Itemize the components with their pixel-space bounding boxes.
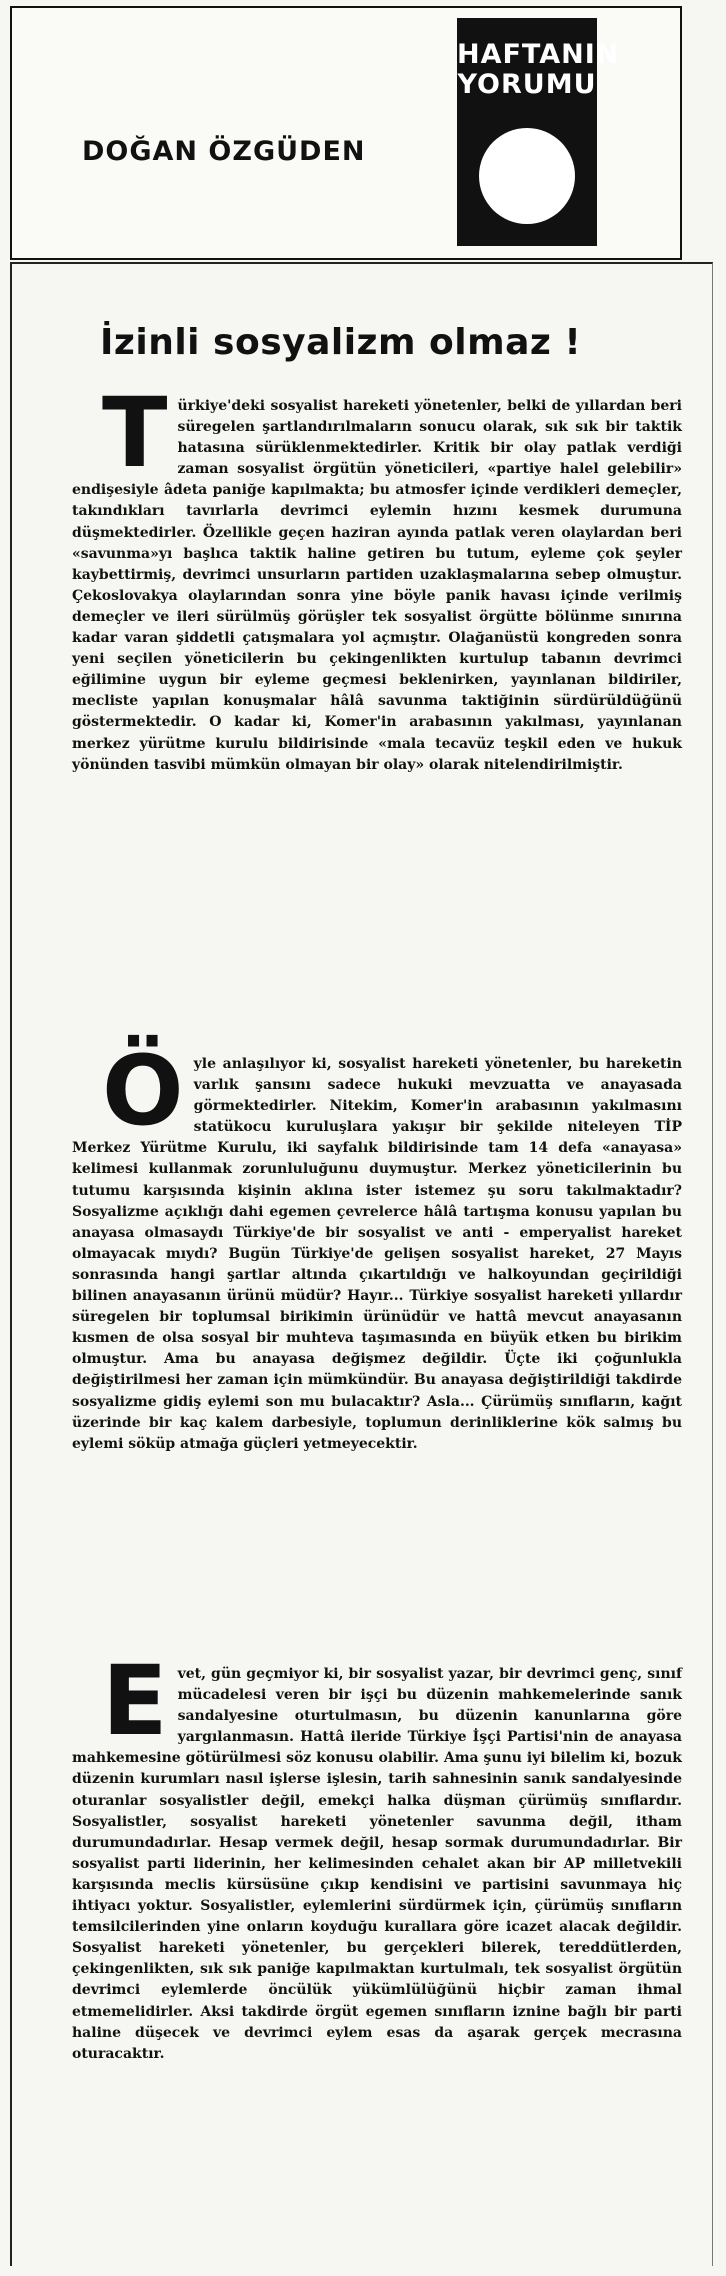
paragraph-1 (72, 377, 682, 776)
drop-cap: T (102, 377, 168, 489)
article-frame (10, 262, 713, 2266)
column-header (10, 6, 682, 260)
author-name: DOĞAN ÖZGÜDEN (82, 136, 366, 167)
drop-cap: Ö (102, 1035, 184, 1147)
paragraph-text: yle anlaşılıyor ki, sosyalist hareketi yönetenler, bu hareketin varlık şansını sadece hukuki mevzuatta ve anayasada görmektedirler. Nitekim, Komer'in arabasının yakılmasını statükocu kuruluşlara yakışır bir şekilde niteleyen TİP Merkez Yürütme Kurulu, iki sayfalık bildirisinde tam 14 defa «anayasa» kelimesi kullanmak zorunluluğunu duymuştur. Merkez yöneticilerinin bu tutumu karşısında kişinin aklına ister istemez şu soru takılmaktadır? Sosyalizme açıklığı dahi egemen çevrelerce hâlâ tartışma konusu yapılan bu anayasa olmasaydı Türkiye'de bir sosyalist ve anti - emperyalist hareket olmayacak mıydı? Bugün Türkiye'de gelişen sosyalist hareket, 27 Mayıs sonrasında hangi şartlar altında çıkartıldığı ve halkoyundan geçirildiği bilinen anayasanın ürünü müdür? Hayır... Türkiye sosyalist hareketi yıllardır süregelen bir toplumsal birikimin ürünüdür ve hattâ mevcut anayasanın kısmen de olsa sosyal bir muhteva taşımasında en büyük etken bu birikim olmuştur. Ama bu anayasa değişmez değildir. Üçte iki çoğunlukla değiştirilmesi her zaman için mümkündür. Bu anayasa değiştirildiği takdirde sosyalizme gidiş eylemi son mu bulacaktır? Asla... Çürümüş sınıfların, kağıt üzerinde bir kaç kalem darbesiyle, toplumun derinliklerine kök salmış bu eylemi söküp atmağa güçleri yetmeyecektir. (72, 1056, 682, 1452)
paragraph-text: vet, gün geçmiyor ki, bir sosyalist yazar, bir devrimci genç, sınıf mücadelesi veren bir işçi bu düzenin mahkemelerinde sanık sandalyesine oturtulmasın, bu düzenin kanunlarına göre yargılanmasın. Hattâ ileride Türkiye İşçi Partisi'nin de anayasa mahkemesine götürülmesi söz konusu olabilir. Ama şunu iyi bilelim ki, bozuk düzenin kurumları nasıl işlerse işlesin, tarih sahnesinin sanık sandalyesinde oturanlar sosyalistler değil, emekçi halka düşman çürümüş sınıflardır. Sosyalistler, sosyalist hareketi yönetenler savunma değil, itham durumundadırlar. Hesap vermek değil, hesap sormak durumundadırlar. Bir sosyalist parti liderinin, her kelimesinden cehalet akan bir AP milletvekili karşısında meclis kürsüsüne çıkıp kendisini ve partisini savunmaya hiç ihtiyacı yoktur. Sosyalistler, eylemlerini sürdürmek için, çürümüş sınıfların temsilcilerinden yine onların koyduğu kurallara göre icazet alacak değildir. Sosyalist hareketi yönetenler, bu gerçekleri bilerek, tereddütlerden, çekingenlikten, sık sık paniğe kapılmaktan kurtulmalı, tek sosyalist örgütün devrimci eylemlerde öncülük yükümlülüğünü hiçbir zaman ihmal etmemelidirler. Aksi takdirde örgüt egemen sınıfların iznine bağlı bir parti haline düşecek ve devrimci eylem esas da aşarak gerçek mecrasına oturacaktır. (72, 1666, 682, 2062)
logo-line-1: HAFTANIN (457, 39, 620, 70)
paragraph-3 (72, 1645, 682, 2065)
article-title: İzinli sosyalizm olmaz ! (100, 322, 582, 363)
drop-cap: E (102, 1645, 168, 1757)
logo-line-2: YORUMU (457, 69, 597, 100)
logo-circle-icon (479, 128, 575, 224)
paragraph-text: ürkiye'deki sosyalist hareketi yönetenler, belki de yıllardan beri süregelen şartlandırılmaların sonucu olarak, sık sık bir taktik hatasına sürüklenmektedirler. Kritik bir olay patlak verdiği zaman sosyalist örgütün yöneticileri, «partiye halel gelebilir» endişesiyle âdeta paniğe kapılmakta; bu atmosfer içinde verdikleri demeçler, takındıkları tavırlarla devrimci eylemin hızını kesmek durumuna düşmektedirler. Özellikle geçen haziran ayında patlak veren olaylardan beri «savunma»yı başlıca taktik haline getiren bu tutum, eyleme çok şeyler kaybettirmiş, devrimci unsurların partiden uzaklaşmalarına sebep olmuştur. Çekoslovakya olaylarından sonra yine böyle panik havası içinde verilmiş demeçler ve ileri sürülmüş görüşler tek sosyalist örgütte bölünme sınırına kadar varan şiddetli çatışmalara yol açmıştır. Olağanüstü kongreden sonra yeni seçilen yöneticilerin bu çekingenlikten kurtulup tabanın devrimci eğilimine uygun bir eyleme geçmesi beklenirken, yayınlanan bildiriler, mecliste yapılan konuşmalar hâlâ savunma taktiğinin sürdürüldüğünü göstermektedir. O kadar ki, Komer'in arabasının yakılması, yayınlanan merkez yürütme kurulu bildirisinde «mala tecavüz teşkil eden ve hukuk yönünden tasvibi mümkün olmayan bir olay» olarak nitelendirilmiştir. (72, 398, 682, 773)
paragraph-2 (72, 1035, 682, 1455)
column-logo (457, 18, 620, 246)
